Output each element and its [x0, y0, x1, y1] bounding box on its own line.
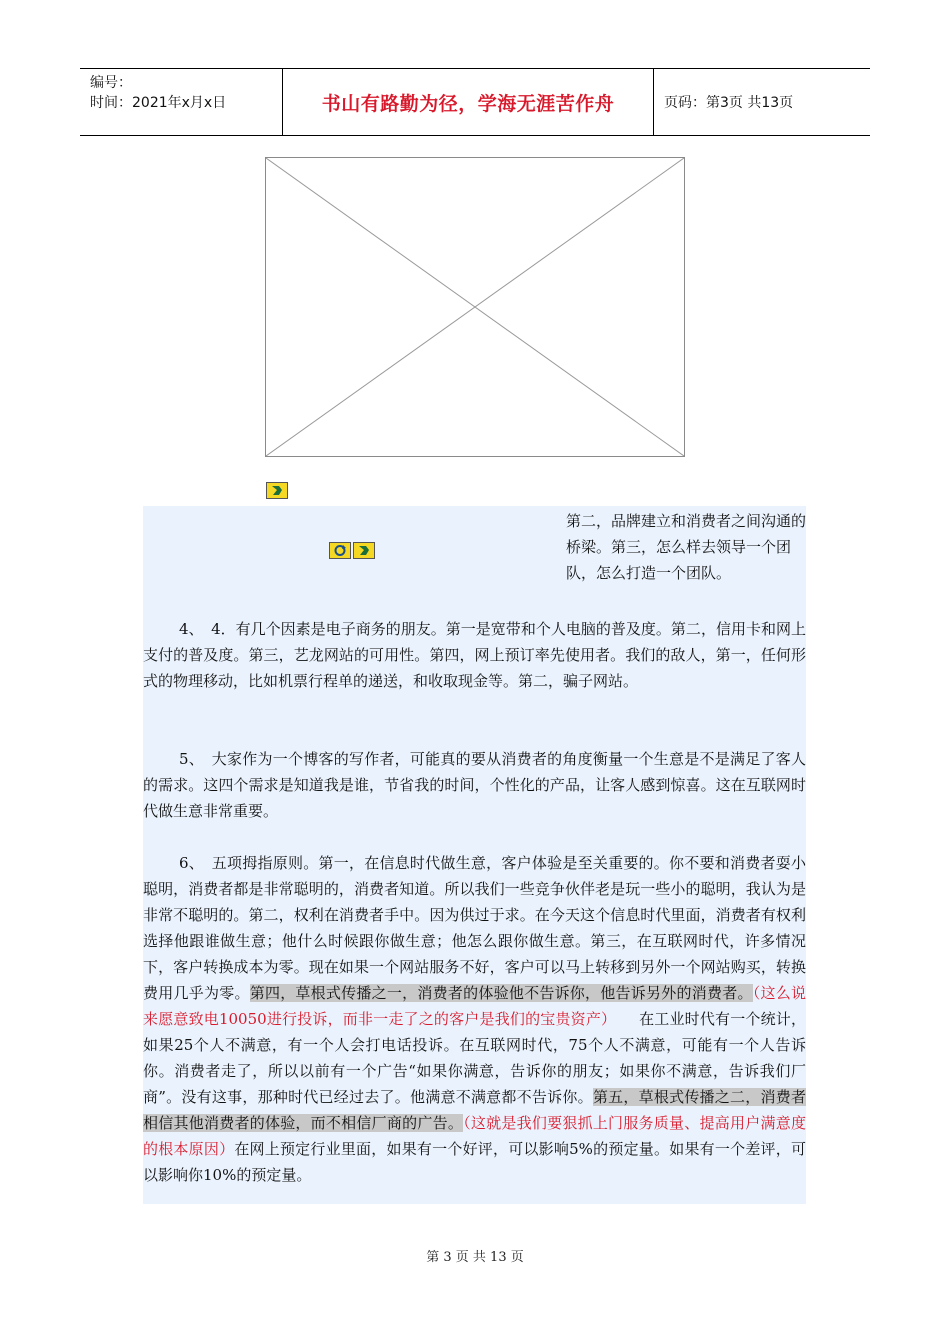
- hyperlink-icon[interactable]: [266, 482, 288, 499]
- image-placeholder: [265, 157, 685, 457]
- paragraph-5: 5、 大家作为一个博客的写作者，可能真的要从消费者的角度衡量一个生意是不是满足了客人的需求。这四个需求是知道我是谁，节省我的时间，个性化的产品，让客人感到惊喜。这在互联网时代做生意非常重要。: [143, 750, 806, 820]
- paragraph-6-text: 6、 五项拇指原则。第一，在信息时代做生意，客户体验是至关重要的。你不要和消费者耍小聪明，消费者都是非常聪明的，消费者知道。所以我们一些竞争伙伴老是玩一些小的聪明，我认为是非常不聪明的。第二，权利在消费者手中。因为供过于求。在今天这个信息时代里面，消费者有权利选择他跟谁做生意；他什么时候跟你做生意；他怎么跟你做生意。第三，在互联网时代，许多情况下，客户转换成本为零。现在如果一个网站服务不好，客户可以马上转移到另外一个网站购买，转换费用几乎为零。: [143, 854, 806, 1002]
- paragraph-4: 4、 4．有几个因素是电子商务的朋友。第一是宽带和个人电脑的普及度。第二，信用卡和网上支付的普及度。第三，艺龙网站的可用性。第四，网上预订率先使用者。我们的敌人，第一，任何形式的物理移动，比如机票行程单的递送，和收取现金等。第二，骗子网站。: [143, 620, 806, 690]
- header-left-cell: [80, 69, 282, 135]
- refresh-link-icon[interactable]: [329, 542, 351, 559]
- page-footer: 第 3 页 共 13 页: [426, 1250, 524, 1265]
- time-label: 时间：2021年x月x日: [90, 95, 227, 111]
- header-motto: 书山有路勤为径，学海无涯苦作舟: [282, 69, 654, 135]
- side-text: 第二，品牌建立和消费者之间沟通的桥梁。第三，怎么样去领导一个团队，怎么打造一个团队。: [566, 512, 807, 582]
- highlight-point-4: 第四，草根式传播之一，消费者的体验他不告诉你，他告诉另外的消费者。: [249, 984, 753, 1002]
- highlight-point-5: 第五，草根式传播之二，消费者相信其他消费者的体验，而不相信厂商的广告。: [143, 1088, 806, 1132]
- number-label: 编号：: [90, 75, 132, 91]
- paragraph-6-text: 在工业时代有一个统计，如果25个人不满意，有一个人会打电话投诉。在互联网时代，75个人不满意，可能有一个人告诉你。消费者走了，所以以前有一个广告“如果你满意，告诉你的朋友；如果你不满意，告诉我们厂商”。没有这事，那种时代已经过去了。他满意不满意都不告诉你。: [143, 1010, 806, 1106]
- header-page-code: 页码：第3页 共13页: [664, 95, 794, 111]
- comment-2: （这就是我们要狠抓上门服务质量、提高用户满意度的根本原因）: [143, 1114, 806, 1158]
- header-table: [80, 68, 870, 136]
- broken-image-icon: [266, 158, 684, 456]
- comment-1: （这么说来愿意致电10050进行投诉，而非一走了之的客户是我们的宝贵资产）: [143, 984, 806, 1028]
- paragraph-6-text: 在网上预定行业里面，如果有一个好评，可以影响5%的预定量。如果有一个差评，可以影响你10%的预定量。: [143, 1140, 806, 1184]
- content-area: [143, 506, 806, 1204]
- hyperlink-icon[interactable]: [353, 542, 375, 559]
- paragraph-6: [143, 850, 806, 1188]
